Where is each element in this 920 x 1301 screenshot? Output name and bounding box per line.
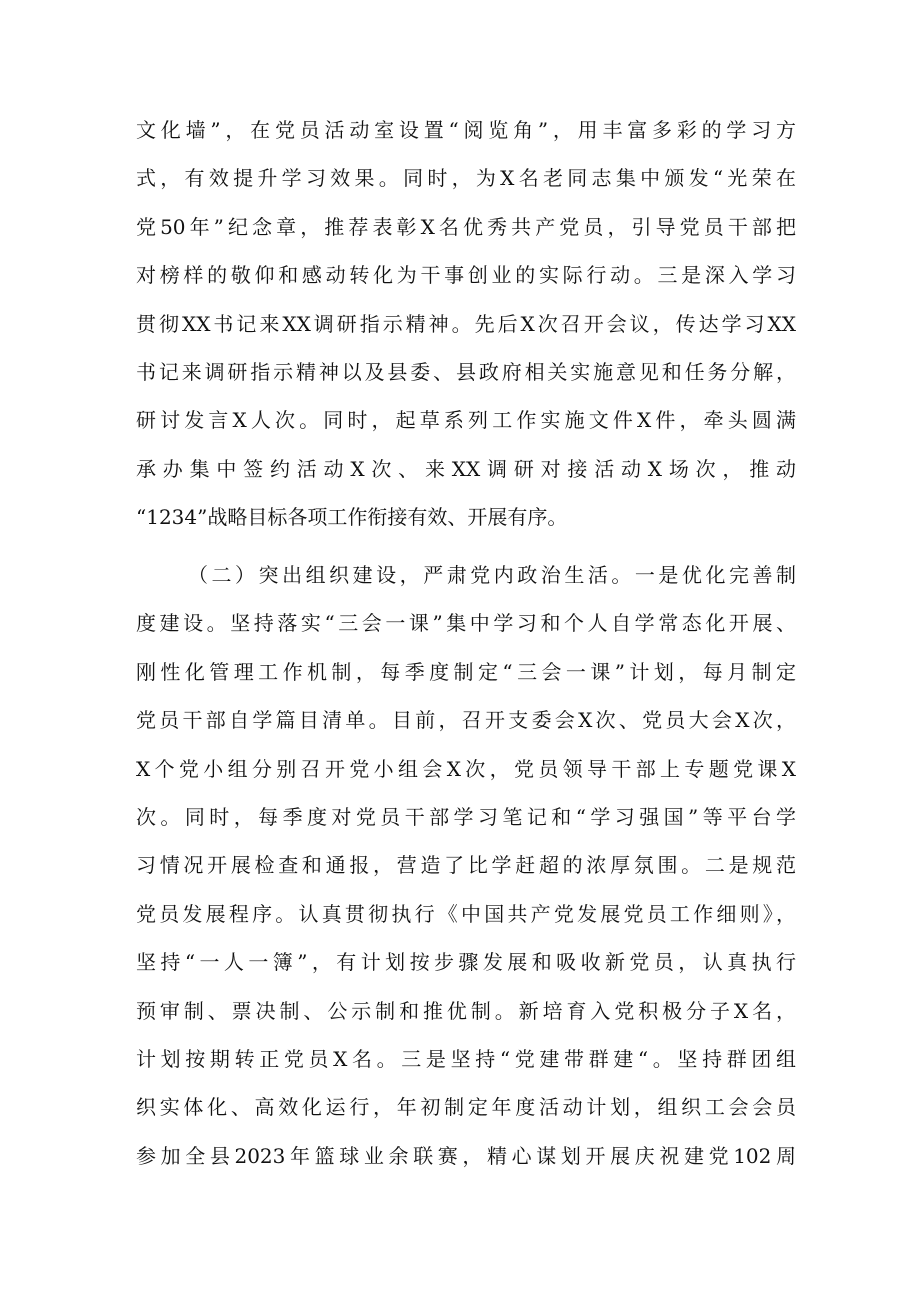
paragraph-2-line: 计划按期转正党员X名。三是坚持“党建带群建“。坚持群团组 — [136, 1046, 796, 1071]
paragraph-1 — [136, 106, 796, 542]
paragraph-2-line: 习情况开展检查和通报，营造了比学赶超的浓厚氛围。二是规范 — [136, 853, 796, 878]
paragraph-2-line: 预审制、票决制、公示制和推优制。新培育入党积极分子X名， — [136, 998, 796, 1023]
paragraph-1-line: 研讨发言X人次。同时，起草系列工作实施文件X件，牵头圆满 — [136, 408, 796, 433]
paragraph-2-heading-line: （二）突出组织建设，严肃党内政治生活。一是优化完善制 — [188, 563, 796, 587]
paragraph-2-line: 党员发展程序。认真贯彻执行《中国共产党发展党员工作细则》， — [136, 901, 796, 926]
paragraph-1-line: 文化墙”，在党员活动室设置“阅览角”，用丰富多彩的学习方 — [136, 118, 796, 142]
paragraph-2-line: 度建设。坚持落实“三会一课”集中学习和个人自学常态化开展、 — [136, 611, 796, 636]
paragraph-1-line: 党50年”纪念章，推荐表彰X名优秀共产党员，引导党员干部把 — [136, 214, 796, 239]
paragraph-2-line: X个党小组分别召开党小组会X次，党员领导干部上专题党课X — [136, 756, 796, 781]
paragraph-2-line: 织实体化、高效化运行，年初制定年度活动计划，组织工会会员 — [136, 1095, 796, 1120]
paragraph-1-line: 书记来调研指示精神以及县委、县政府相关实施意见和任务分解， — [136, 359, 796, 384]
paragraph-2-line: 次。同时，每季度对党员干部学习笔记和“学习强国”等平台学 — [136, 804, 796, 829]
paragraph-2-line: 参加全县2023年篮球业余联赛，精心谋划开展庆祝建党102周 — [136, 1143, 796, 1168]
paragraph-1-line: 承办集中签约活动X次、来XX调研对接活动X场次，推动 — [136, 456, 796, 481]
paragraph-1-line: 式，有效提升学习效果。同时，为X名老同志集中颁发“光荣在 — [136, 166, 796, 191]
paragraph-1-line: 贯彻XX书记来XX调研指示精神。先后X次召开会议，传达学习XX — [136, 311, 796, 336]
paragraph-2 — [136, 551, 796, 1180]
paragraph-1-line: “1234”战略目标各项工作衔接有效、开展有序。 — [136, 505, 568, 530]
paragraph-2-line: 刚性化管理工作机制，每季度制定“三会一课”计划，每月制定 — [136, 659, 796, 684]
paragraph-2-line: 坚持“一人一簿”，有计划按步骤发展和吸收新党员，认真执行 — [136, 950, 796, 975]
paragraph-2-line: 党员干部自学篇目清单。目前，召开支委会X次、党员大会X次， — [136, 708, 796, 733]
paragraph-1-line: 对榜样的敬仰和感动转化为干事创业的实际行动。三是深入学习 — [136, 263, 796, 288]
